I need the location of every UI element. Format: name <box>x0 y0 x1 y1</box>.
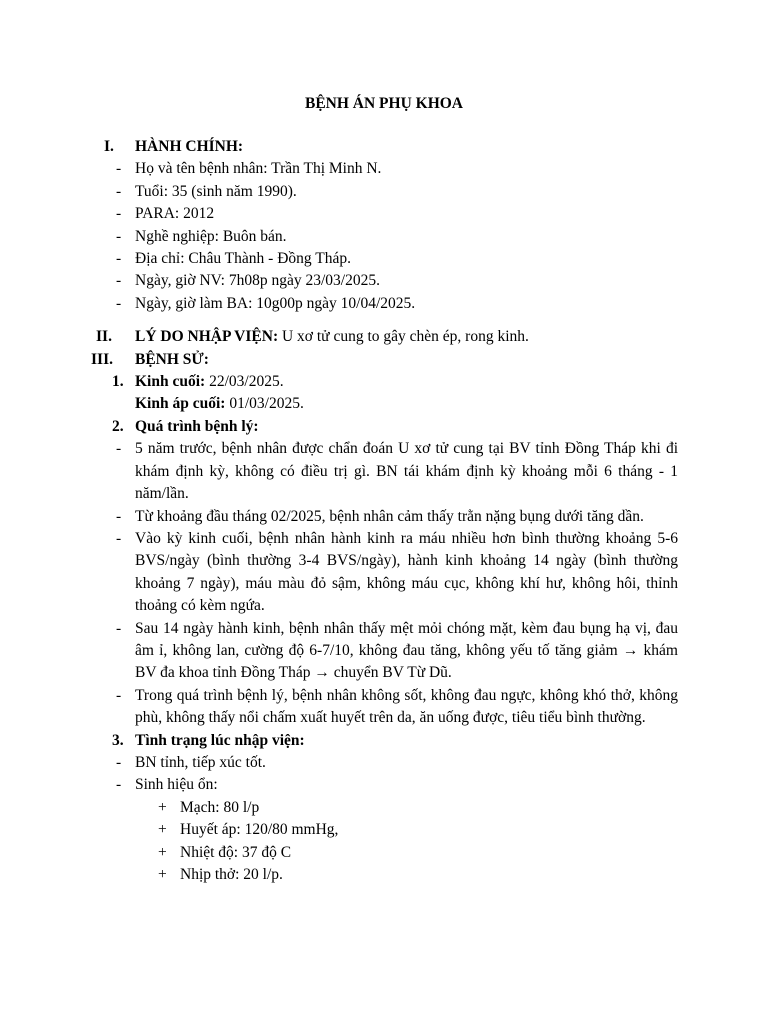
plus-marker: + <box>158 866 167 883</box>
blood-pressure-value: Huyết áp: 120/80 mmHg, <box>180 821 339 839</box>
course-paragraph: Vào kỳ kinh cuối, bệnh nhân hành kinh ra máu nhiều hơn bình thường khoảng 5-6 BVS/ngày (bình thường 3-4 BVS/ngày), hành kinh khoảng 14 ngày (bình thường khoảng 7 ngày), máu màu đỏ sậm, không máu cục, không khí hư, không hôi, thỉnh thoảng có kèm ngứa. <box>135 529 678 615</box>
subsection-heading: Quá trình bệnh lý: <box>135 417 259 435</box>
dash-marker: - <box>116 753 122 771</box>
list-item <box>0 438 768 505</box>
list-item <box>0 158 768 180</box>
vital-item <box>0 842 768 864</box>
list-item <box>0 203 768 225</box>
document-body <box>0 136 768 886</box>
section-numeral: I. <box>104 138 114 155</box>
dash-marker: - <box>116 776 122 794</box>
dash-marker: - <box>116 205 122 223</box>
respiratory-rate-value: Nhịp thở: 20 l/p. <box>180 866 283 883</box>
list-item <box>0 226 768 248</box>
patient-age: Tuổi: 35 (sinh năm 1990). <box>135 182 297 200</box>
previous-period-line <box>0 393 768 415</box>
vital-item <box>0 864 768 886</box>
dash-marker: - <box>116 272 122 290</box>
subsection-number: 2. <box>112 417 124 435</box>
subsection-number: 3. <box>112 731 124 749</box>
disease-course-heading <box>0 416 768 438</box>
dash-marker: - <box>116 160 122 178</box>
spacer <box>0 315 768 326</box>
patient-address: Địa chỉ: Châu Thành - Đồng Tháp. <box>135 250 351 268</box>
course-paragraph: Từ khoảng đầu tháng 02/2025, bệnh nhân cảm thấy trằn nặng bụng dưới tăng dần. <box>135 507 644 525</box>
dash-marker: - <box>116 529 122 547</box>
list-item <box>0 618 768 685</box>
previous-period-label: Kinh áp cuối: <box>135 395 226 413</box>
section-admission-reason <box>0 326 768 348</box>
admission-status-heading <box>0 730 768 752</box>
patient-occupation: Nghề nghiệp: Buôn bán. <box>135 227 287 245</box>
admission-reason-text: U xơ tử cung to gây chèn ép, rong kinh. <box>278 328 529 346</box>
course-paragraph: 5 năm trước, bệnh nhân được chẩn đoán U xơ tử cung tại BV tỉnh Đồng Tháp khi đi khám định kỳ, không có điều trị gì. BN tái khám định kỳ khoảng mỗi 6 tháng - 1 năm/lần. <box>135 440 678 503</box>
vital-item <box>0 797 768 819</box>
dash-marker: - <box>116 619 122 637</box>
pulse-value: Mạch: 80 l/p <box>180 798 260 816</box>
last-period-value: 22/03/2025. <box>205 373 284 391</box>
document-title: BỆNH ÁN PHỤ KHOA <box>304 95 464 112</box>
dash-marker: - <box>116 440 122 458</box>
section-heading: LÝ DO NHẬP VIỆN: <box>135 328 279 346</box>
subsection-number: 1. <box>112 373 124 391</box>
dash-marker: - <box>116 507 122 525</box>
list-item <box>0 293 768 315</box>
admission-datetime: Ngày, giờ NV: 7h08p ngày 23/03/2025. <box>135 272 380 290</box>
patient-name: Họ và tên bệnh nhân: Trần Thị Minh N. <box>135 160 382 178</box>
list-item <box>0 181 768 203</box>
plus-marker: + <box>158 821 167 839</box>
section-numeral: III. <box>91 350 113 368</box>
list-item <box>0 685 768 730</box>
last-period-line <box>0 371 768 393</box>
section-administrative-heading <box>0 136 768 158</box>
section-numeral: II. <box>96 328 112 346</box>
list-item <box>0 248 768 270</box>
last-period-label: Kinh cuối: <box>135 373 206 391</box>
admission-reason-line <box>135 326 678 348</box>
plus-marker: + <box>158 798 167 816</box>
list-item <box>0 506 768 528</box>
patient-para: PARA: 2012 <box>135 205 215 223</box>
dash-marker: - <box>116 294 122 312</box>
section-heading: BỆNH SỬ: <box>135 350 209 368</box>
previous-period-value: 01/03/2025. <box>225 395 304 413</box>
temperature-value: Nhiệt độ: 37 độ C <box>180 843 292 861</box>
list-item <box>0 270 768 292</box>
plus-marker: + <box>158 843 167 861</box>
dash-marker: - <box>116 182 122 200</box>
course-paragraph: Sau 14 ngày hành kinh, bệnh nhân thấy mệt mỏi chóng mặt, kèm đau bụng hạ vị, đau âm ỉ, không lan, cường độ 6-7/10, không đau tăng, không yếu tố tăng giảm → khám BV đa khoa tỉnh Đồng Tháp → chuyển BV Từ Dũ. <box>135 619 678 682</box>
list-item <box>0 752 768 774</box>
section-heading: HÀNH CHÍNH: <box>135 138 244 155</box>
vitals-status: Sinh hiệu ổn: <box>135 776 218 794</box>
dash-marker: - <box>116 686 122 704</box>
consciousness-status: BN tỉnh, tiếp xúc tốt. <box>135 753 266 771</box>
vital-item <box>0 819 768 841</box>
dash-marker: - <box>116 227 122 245</box>
subsection-heading: Tình trạng lúc nhập viện: <box>135 731 305 749</box>
dash-marker: - <box>116 250 122 268</box>
list-item <box>0 774 768 796</box>
list-item <box>0 528 768 618</box>
section-history-heading <box>0 349 768 371</box>
course-paragraph: Trong quá trình bệnh lý, bệnh nhân không sốt, không đau ngực, không khó thở, không phù, không thấy nổi chấm xuất huyết trên da, ăn uống được, tiêu tiểu bình thường. <box>135 686 678 727</box>
record-datetime: Ngày, giờ làm BA: 10g00p ngày 10/04/2025. <box>135 294 416 312</box>
